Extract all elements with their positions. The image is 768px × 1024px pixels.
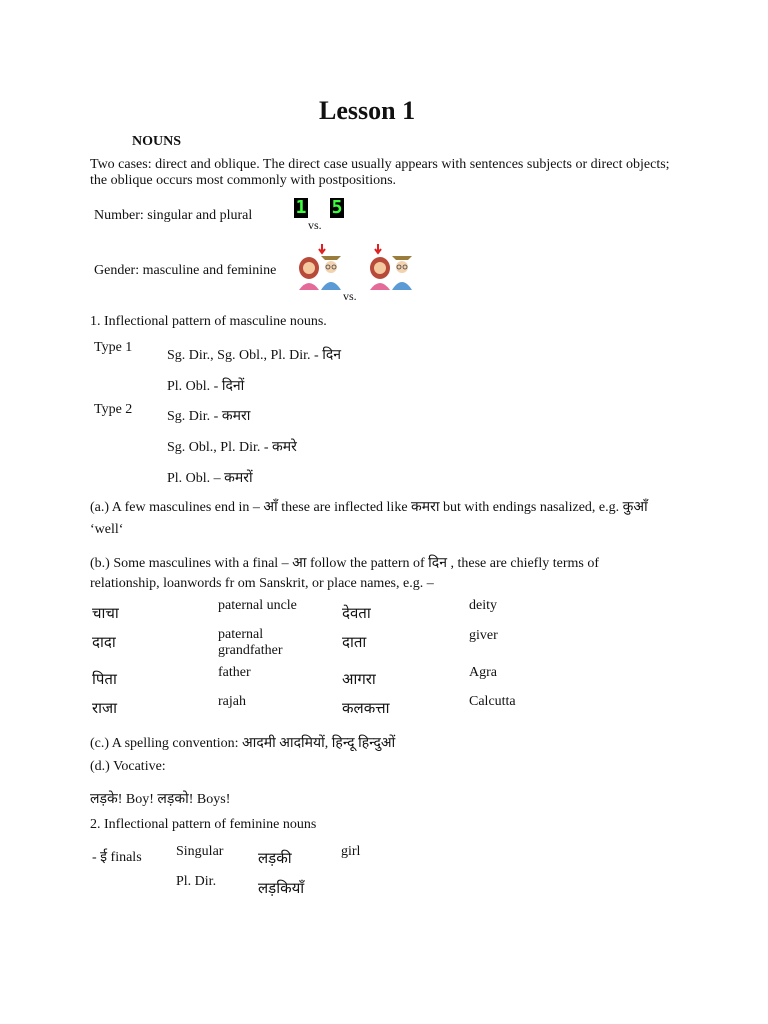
- type1-line1: Sg. Dir., Sg. Obl., Pl. Dir. - दिन: [167, 348, 342, 363]
- vocab-english: giver: [469, 628, 498, 643]
- number-label: Number: singular and plural: [94, 208, 253, 223]
- type2-line2: Sg. Obl., Pl. Dir. - कमरे: [167, 440, 297, 455]
- type1-line2: Pl. Obl. - दिनों: [167, 379, 245, 394]
- gender-label: Gender: masculine and feminine: [94, 263, 277, 278]
- fem-singular-hindi: लड़की: [258, 851, 292, 867]
- note-a: (a.) A few masculines end in – आँ these are inflected like कमरा but with endings nasalized, e.g. कुआँ ‘well‘: [90, 500, 648, 537]
- fem-pldir-label: Pl. Dir.: [176, 874, 217, 889]
- vocab-hindi: चाचा: [92, 606, 119, 622]
- digit-five-icon: 5: [331, 197, 343, 218]
- note-c: (c.) A spelling convention: आदमी आदमियों, हिन्दू हिन्दुओं: [90, 736, 396, 751]
- vocab-hindi: दादा: [92, 635, 116, 651]
- vocab-english: deity: [469, 598, 497, 613]
- vocab-hindi: कलकत्ता: [342, 701, 390, 717]
- number-vs: vs.: [308, 218, 322, 232]
- note-b: (b.) Some masculines with a final – आ follow the pattern of दिन , these are chiefly terms of relationship, loanwords fr om Sanskrit, or place names, e.g. –: [90, 556, 599, 591]
- type2-line1: Sg. Dir. - कमरा: [167, 409, 251, 424]
- vocab-english: paternal uncle: [218, 598, 297, 613]
- couple-figure-icon: [295, 240, 345, 290]
- type2-line3: Pl. Obl. – कमरों: [167, 471, 253, 486]
- vocab-hindi: राजा: [92, 701, 118, 717]
- vocab-hindi: देवता: [342, 606, 371, 622]
- masculine-heading: 1. Inflectional pattern of masculine nouns.: [90, 314, 327, 329]
- fem-final-label: - ई finals: [92, 850, 142, 865]
- vocative-example: लड़के! Boy! लड़को! Boys!: [90, 792, 231, 807]
- vocab-english: Calcutta: [469, 694, 516, 709]
- vocab-english: rajah: [218, 694, 246, 709]
- intro-paragraph: Two cases: direct and oblique. The direct case usually appears with sentences subjects or direct objects; the oblique occurs most commonly with postpositions.: [90, 157, 670, 188]
- fem-pldir-hindi: लड़कियाँ: [258, 881, 305, 897]
- type1-label: Type 1: [94, 340, 133, 355]
- fem-singular-english: girl: [341, 844, 361, 859]
- vocab-english: father: [218, 665, 251, 680]
- vocab-english: paternal grandfather: [218, 627, 283, 658]
- feminine-heading: 2. Inflectional pattern of feminine nouns: [90, 817, 317, 832]
- vocab-hindi: दाता: [342, 635, 367, 651]
- section-heading: NOUNS: [132, 134, 182, 149]
- couple-figure-icon: [366, 240, 416, 290]
- fem-singular-label: Singular: [176, 844, 224, 859]
- vocab-hindi: पिता: [92, 672, 117, 688]
- vocab-hindi: आगरा: [342, 672, 376, 688]
- digit-one-icon: 1: [295, 197, 307, 218]
- type2-label: Type 2: [94, 402, 133, 417]
- vocab-english: Agra: [469, 665, 497, 680]
- page-title: Lesson 1: [319, 96, 416, 125]
- gender-vs: vs.: [343, 289, 357, 303]
- note-d: (d.) Vocative:: [90, 759, 166, 774]
